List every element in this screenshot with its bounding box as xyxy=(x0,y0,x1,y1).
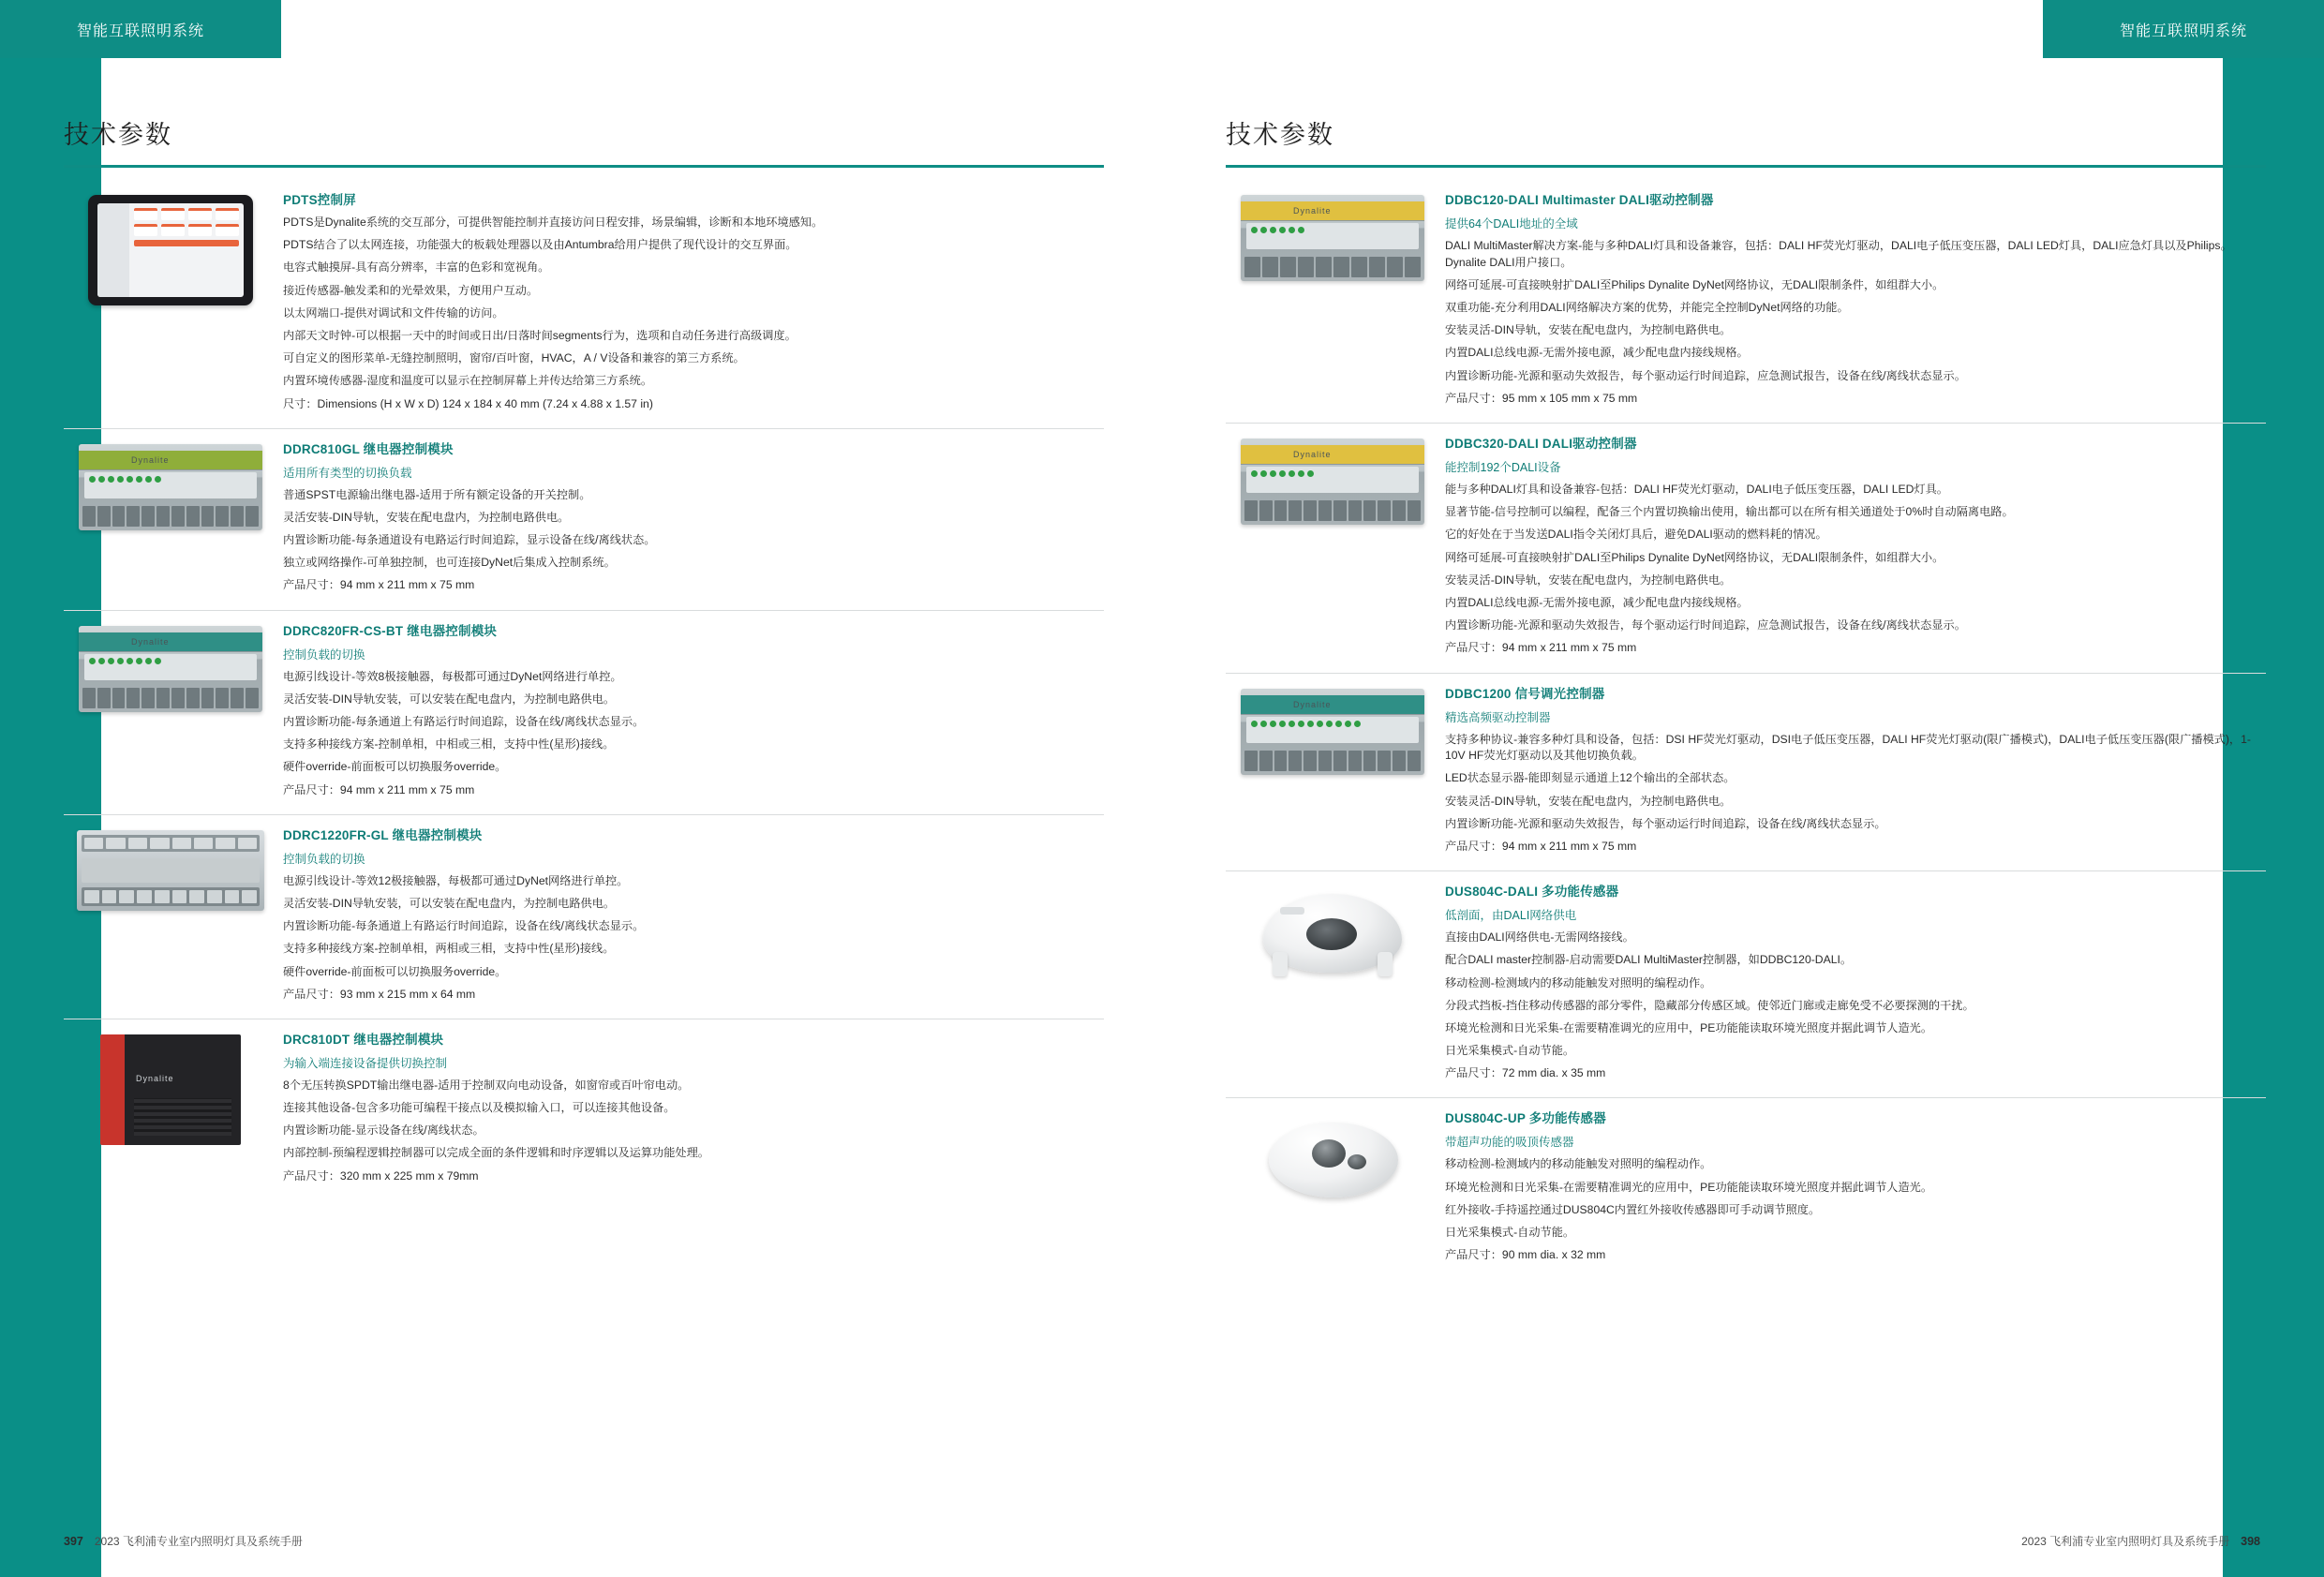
product-subtitle: 能控制192个DALI设备 xyxy=(1445,461,1561,474)
product-feature: 内置诊断功能-光源和驱动失效报告，每个驱动运行时间追踪，应急测试报告，设备在线/离线状态显示。 xyxy=(1445,368,1966,382)
product-image xyxy=(64,825,277,911)
product-entry xyxy=(1226,180,2266,424)
product-name: DUS804C-DALI 多功能传感器 xyxy=(1445,885,1619,900)
product-subtitle: 带超声功能的吸顶传感器 xyxy=(1445,1136,1574,1150)
product-feature: 移动检测-检测域内的移动能触发对照明的编程动作。 xyxy=(1445,1157,1712,1171)
product-feature: 能与多种DALI灯具和设备兼容-包括：DALI HF荧光灯驱动，DALI电子低压变压器，DALI LED灯具。 xyxy=(1445,483,1948,496)
product-feature: 环境光检测和日光采集-在需要精准调光的应用中，PE功能能读取环境光照度并据此调节人造光。 xyxy=(1445,1020,1933,1034)
din-rail-module-teal-illustration: Dynalite xyxy=(1241,689,1424,775)
product-feature: 电源引线设计-等效12极接触器，每极都可通过DyNet网络进行单控。 xyxy=(283,873,629,887)
right-header-tab-label: 智能互联照明系统 xyxy=(2119,22,2247,39)
product-feature: 支持多种接线方案-控制单相，中相或三相，支持中性(星形)接线。 xyxy=(283,737,615,751)
product-subtitle: 适用所有类型的切换负载 xyxy=(283,466,412,480)
product-feature: 内置诊断功能-光源和驱动失效报告，每个驱动运行时间追踪，应急测试报告，设备在线/离线状态显示。 xyxy=(1445,618,1966,632)
right-title-rule xyxy=(1226,165,2266,168)
product-feature: 电容式触摸屏-具有高分辨率，丰富的色彩和宽视角。 xyxy=(283,260,550,275)
product-feature: 硬件override-前面板可以切换服务override。 xyxy=(283,760,507,774)
product-image xyxy=(1226,1108,1439,1211)
right-page-number: 398 xyxy=(2241,1534,2260,1548)
product-feature: 内置诊断功能-光源和驱动失效报告，每个驱动运行时间追踪，设备在线/离线状态显示。 xyxy=(1445,816,1886,830)
product-entry xyxy=(64,611,1104,815)
product-entry xyxy=(1226,871,2266,1098)
din-rail-module-green-illustration: Dynalite xyxy=(79,444,262,530)
product-feature: 双重功能-充分利用DALI网络解决方案的优势，并能完全控制DyNet网络的功能。 xyxy=(1445,301,1849,315)
product-feature: 内置诊断功能-每条通道上有路运行时间追踪，设备在线/离线状态显示。 xyxy=(283,919,645,933)
product-feature: PDTS是Dynalite系统的交互部分，可提供智能控制并直接访问日程安排，场景编辑，诊断和本地环境感知。 xyxy=(283,216,824,229)
left-page-title: 技术参数 xyxy=(64,121,172,149)
product-entry xyxy=(64,1019,1104,1200)
touch-panel-illustration xyxy=(88,195,253,305)
product-dimensions: 产品尺寸：72 mm dia. x 35 mm xyxy=(1445,1066,1606,1080)
product-subtitle: 低剖面，由DALI网络供电 xyxy=(1445,909,1577,923)
product-name: DRC810DT 继电器控制模块 xyxy=(283,1032,444,1047)
product-feature: 灵活安装-DIN导轨，安装在配电盘内，为控制电路供电。 xyxy=(283,510,570,524)
product-feature: 内部控制-预编程逻辑控制器可以完成全面的条件逻辑和时序逻辑以及运算功能处理。 xyxy=(283,1146,709,1160)
left-footer-text: 2023 飞利浦专业室内照明灯具及系统手册 xyxy=(94,1535,303,1548)
relay-rack-module-illustration xyxy=(77,830,264,911)
product-feature: 日光采集模式-自动节能。 xyxy=(1445,1044,1575,1058)
product-feature: 安装灵活-DIN导轨，安装在配电盘内，为控制电路供电。 xyxy=(1445,323,1732,337)
product-dimensions: 产品尺寸：95 mm x 105 mm x 75 mm xyxy=(1445,391,1638,405)
product-feature: 环境光检测和日光采集-在需要精准调光的应用中，PE功能能读取环境光照度并据此调节人造光。 xyxy=(1445,1180,1933,1194)
product-name: DDRC820FR-CS-BT 继电器控制模块 xyxy=(283,623,498,638)
product-feature: DALI MultiMaster解决方案-能与多种DALI灯具和设备兼容，包括：DALI HF荧光灯驱动，DALI电子低压变压器，DALI LED灯具，DALI应急灯具以及Philips。Dynalite DALI用户接口。 xyxy=(1445,239,2232,269)
product-feature: 直接由DALI网络供电-无需网络接线。 xyxy=(1445,930,1634,945)
product-name: DDBC1200 信号调光控制器 xyxy=(1445,686,1605,701)
product-body xyxy=(277,620,1104,805)
product-feature: 安装灵活-DIN导轨，安装在配电盘内，为控制电路供电。 xyxy=(1445,573,1732,587)
product-entry xyxy=(64,815,1104,1019)
product-feature: 内部天文时钟-可以根据一天中的时间或日出/日落时间segments行为，选项和自动任务进行高级调度。 xyxy=(283,328,797,342)
product-feature: 内置诊断功能-每条通道上有路运行时间追踪，设备在线/离线状态显示。 xyxy=(283,715,645,728)
product-body xyxy=(1439,1108,2266,1270)
product-entry xyxy=(64,180,1104,429)
product-entry xyxy=(1226,1098,2266,1279)
product-body xyxy=(277,189,1104,419)
product-dimensions: 产品尺寸：94 mm x 211 mm x 75 mm xyxy=(283,578,475,592)
product-name: DDRC810GL 继电器控制模块 xyxy=(283,441,454,456)
left-header-tab xyxy=(0,0,281,58)
product-feature: 安装灵活-DIN导轨，安装在配电盘内，为控制电路供电。 xyxy=(1445,794,1732,808)
product-feature: 灵活安装-DIN导轨安装，可以安装在配电盘内，为控制电路供电。 xyxy=(283,896,616,910)
product-entry xyxy=(64,429,1104,611)
left-header-tab-label: 智能互联照明系统 xyxy=(77,22,205,39)
product-image xyxy=(64,1029,277,1145)
right-page-title: 技术参数 xyxy=(1226,121,1334,149)
left-footer xyxy=(64,1533,303,1549)
left-title-rule xyxy=(64,165,1104,168)
din-rail-module-yellow-illustration: Dynalite xyxy=(1241,439,1424,525)
product-entry xyxy=(1226,424,2266,674)
product-image xyxy=(1226,683,1439,775)
product-image xyxy=(64,189,277,305)
product-feature: 内置DALI总线电源-无需外接电源，减少配电盘内接线规格。 xyxy=(1445,346,1749,360)
product-subtitle: 精选高频驱动控制器 xyxy=(1445,710,1551,724)
product-feature: 网络可延展-可直接映射扩DALI至Philips Dynalite DyNet网络协议，无DALI限制条件，如组群大小。 xyxy=(1445,277,1944,291)
product-feature: 内置环境传感器-湿度和温度可以显示在控制屏幕上并传达给第三方系统。 xyxy=(283,374,653,388)
product-dimensions: 产品尺寸：93 mm x 215 mm x 64 mm xyxy=(283,987,476,1001)
din-rail-module-teal-illustration: Dynalite xyxy=(79,626,262,712)
product-dimensions: 尺寸：Dimensions (H x W x D) 124 x 184 x 40 mm (7.24 x 4.88 x 1.57 in) xyxy=(283,396,653,410)
product-image xyxy=(1226,189,1439,281)
right-footer xyxy=(2021,1533,2260,1549)
product-feature: 可自定义的图形菜单-无缝控制照明，窗帘/百叶窗，HVAC，A / V设备和兼容的第三方系统。 xyxy=(283,351,745,365)
product-image xyxy=(64,620,277,712)
product-feature: 8个无压转换SPDT输出继电器-适用于控制双向电动设备，如窗帘或百叶帘电动。 xyxy=(283,1078,690,1092)
product-feature: 内置DALI总线电源-无需外接电源，减少配电盘内接线规格。 xyxy=(1445,595,1749,609)
product-dimensions: 产品尺寸：94 mm x 211 mm x 75 mm xyxy=(283,782,475,796)
product-dimensions: 产品尺寸：94 mm x 211 mm x 75 mm xyxy=(1445,839,1637,853)
product-name: DDBC120-DALI Multimaster DALI驱动控制器 xyxy=(1445,193,1714,207)
product-feature: 显著节能-信号控制可以编程，配备三个内置切换输出使用，输出都可以在所有相关通道处于0%时自动隔离电路。 xyxy=(1445,505,2014,519)
ceiling-sensor-dome-illustration xyxy=(1248,1113,1417,1211)
product-body xyxy=(1439,683,2266,862)
product-feature: 灵活安装-DIN导轨安装，可以安装在配电盘内，为控制电路供电。 xyxy=(283,692,616,706)
product-image xyxy=(1226,881,1439,989)
product-feature: 以太网端口-提供对调试和文件传输的访问。 xyxy=(283,305,504,320)
product-feature: 网络可延展-可直接映射扩DALI至Philips Dynalite DyNet网络协议，无DALI限制条件，如组群大小。 xyxy=(1445,550,1944,564)
product-body xyxy=(277,825,1104,1009)
product-dimensions: 产品尺寸：94 mm x 211 mm x 75 mm xyxy=(1445,641,1637,655)
product-feature: 硬件override-前面板可以切换服务override。 xyxy=(283,964,507,978)
product-body xyxy=(277,439,1104,601)
product-body xyxy=(1439,881,2266,1088)
right-page xyxy=(1162,0,2324,1577)
product-subtitle: 提供64个DALI地址的全域 xyxy=(1445,217,1578,231)
product-body xyxy=(277,1029,1104,1191)
right-footer-text: 2023 飞利浦专业室内照明灯具及系统手册 xyxy=(2021,1535,2230,1548)
product-feature: 普通SPST电源输出继电器-适用于所有额定设备的开关控制。 xyxy=(283,487,591,501)
product-feature: 红外接收-手持遥控通过DUS804C内置红外接收传感器即可手动调节照度。 xyxy=(1445,1202,1821,1216)
product-entry xyxy=(1226,674,2266,872)
product-subtitle: 为输入端连接设备提供切换控制 xyxy=(283,1056,448,1070)
right-header-tab xyxy=(2043,0,2324,58)
right-product-list xyxy=(1226,180,2266,1279)
din-rail-module-yellow-illustration: Dynalite xyxy=(1241,195,1424,281)
product-feature: 接近传感器-触发柔和的光晕效果，方便用户互动。 xyxy=(283,283,539,297)
product-dimensions: 产品尺寸：320 mm x 225 mm x 79mm xyxy=(283,1168,479,1183)
product-feature: 内置诊断功能-每条通道设有电路运行时间追踪，显示设备在线/离线状态。 xyxy=(283,533,656,547)
product-feature: 配合DALI master控制器-启动需要DALI MultiMaster控制器，如DDBC120-DALI。 xyxy=(1445,953,1853,967)
boxed-controller-illustration: Dynalite xyxy=(100,1034,241,1145)
product-subtitle: 控制负载的切换 xyxy=(283,647,365,662)
product-feature: 分段式挡板-挡住移动传感器的部分零件，隐藏部分传感区域。使邻近门廊或走廊免受不必要探测的干扰。 xyxy=(1445,998,1974,1012)
product-name: PDTS控制屏 xyxy=(283,193,356,207)
product-image xyxy=(64,439,277,530)
product-feature: 移动检测-检测域内的移动能触发对照明的编程动作。 xyxy=(1445,975,1712,989)
product-body xyxy=(1439,433,2266,663)
product-dimensions: 产品尺寸：90 mm dia. x 32 mm xyxy=(1445,1248,1606,1262)
product-body xyxy=(1439,189,2266,413)
ceiling-sensor-round-illustration xyxy=(1248,886,1417,989)
left-product-list xyxy=(64,180,1104,1200)
product-feature: PDTS结合了以太网连接，功能强大的板载处理器以及由Antumbra给用户提供了现代设计的交互界面。 xyxy=(283,238,797,252)
product-feature: LED状态显示器-能即刻显示通道上12个输出的全部状态。 xyxy=(1445,771,1736,785)
product-feature: 支持多种接线方案-控制单相，两相或三相，支持中性(星形)接线。 xyxy=(283,942,615,956)
product-feature: 连接其他设备-包含多功能可编程干接点以及模拟输入口，可以连接其他设备。 xyxy=(283,1101,676,1115)
product-feature: 独立或网络操作-可单独控制，也可连接DyNet后集成入控制系统。 xyxy=(283,556,616,570)
product-name: DUS804C-UP 多功能传感器 xyxy=(1445,1111,1606,1126)
product-image xyxy=(1226,433,1439,525)
product-feature: 电源引线设计-等效8极接触器，每极都可通过DyNet网络进行单控。 xyxy=(283,669,622,683)
left-page-number: 397 xyxy=(64,1534,83,1548)
product-subtitle: 控制负载的切换 xyxy=(283,852,365,866)
product-feature: 内置诊断功能-显示设备在线/离线状态。 xyxy=(283,1123,484,1138)
product-feature: 日光采集模式-自动节能。 xyxy=(1445,1226,1575,1239)
product-name: DDRC1220FR-GL 继电器控制模块 xyxy=(283,827,483,842)
product-feature: 支持多种协议-兼容多种灯具和设备，包括：DSI HF荧光灯驱动，DSI电子低压变压器，DALI HF荧光灯驱动(限广播模式)，DALI电子低压变压器(限广播模式)，1-10V HF荧光灯驱动以及其他切换负载。 xyxy=(1445,732,2251,763)
product-feature: 它的好处在于当发送DALI指令关闭灯具后，避免DALI驱动的燃料耗的情况。 xyxy=(1445,528,1827,542)
product-name: DDBC320-DALI DALI驱动控制器 xyxy=(1445,437,1637,451)
